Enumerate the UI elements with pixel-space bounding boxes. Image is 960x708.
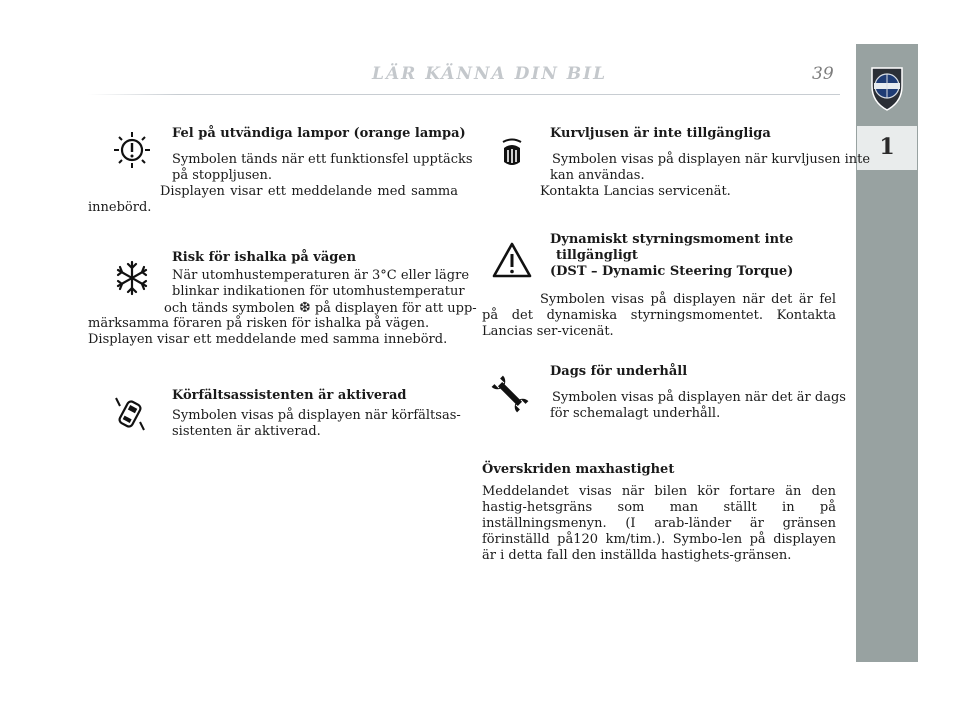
text-line: Symbolen visas på displayen när körfältsas- xyxy=(172,408,461,423)
text-line: När utomhustemperaturen är 3°C eller lägre xyxy=(172,268,470,283)
chapter-number: 1 xyxy=(879,134,895,160)
text-line: blinkar indikationen för utomhustemperatur xyxy=(172,284,465,299)
lane-assist-icon xyxy=(108,392,152,436)
heading-dst-line2: tillgängligt xyxy=(556,248,638,263)
heading-service: Dags för underhåll xyxy=(550,364,688,379)
text-line: Symbolen tänds när ett funktionsfel upptäcks xyxy=(172,152,473,167)
wrench-icon xyxy=(488,372,532,416)
text-line: på stoppljusen. xyxy=(172,168,273,183)
text-line: Displayen visar ett meddelande med samma innebörd. xyxy=(88,332,448,347)
exterior-lamp-fault-icon xyxy=(110,128,154,172)
text-line: Kontakta Lancias servicenät. xyxy=(540,184,731,199)
snowflake-icon xyxy=(110,256,154,300)
paragraph: Meddelandet visas när bilen kör fortare än den hastig-hetsgräns som man ställt in på inställningsmenyn. (I arab-länder är gränsen förinställd på120 km/tim.). Symbo-len på displayen är i detta fall den inställda hastighets-gränsen. xyxy=(482,484,836,563)
text-fragment: på displayen för att upp- xyxy=(314,301,477,316)
heading-max-speed: Överskriden maxhastighet xyxy=(482,462,675,477)
cornering-light-icon xyxy=(490,132,534,176)
header-rule xyxy=(88,94,840,95)
page-number: 39 xyxy=(812,64,834,84)
text-line: märksamma föraren på risken för ishalka på vägen. xyxy=(88,316,430,331)
text-line: Symbolen visas på displayen när det är dags xyxy=(552,390,846,405)
text-line: sistenten är aktiverad. xyxy=(172,424,321,439)
heading-ice-risk: Risk för ishalka på vägen xyxy=(172,250,357,265)
running-header-title: LÄR KÄNNA DIN BIL xyxy=(372,64,608,84)
text-line: för schemalagt underhåll. xyxy=(550,406,721,421)
warning-triangle-icon xyxy=(490,238,534,282)
heading-cornering-lights: Kurvljusen är inte tillgängliga xyxy=(550,126,771,141)
logo-box xyxy=(857,46,917,122)
paragraph: Displayen visar ett meddelande med samma innebörd. xyxy=(88,184,458,215)
heading-lane-assist: Körfältsassistenten är aktiverad xyxy=(172,388,407,403)
text-line: kan användas. xyxy=(550,168,645,183)
lancia-logo-icon xyxy=(857,46,917,122)
heading-exterior-lamps: Fel på utvändiga lampor (orange lampa) xyxy=(172,126,466,141)
paragraph: Symbolen visas på displayen när det är fel på det dynamiska styrningsmomentet. Kontakta Lancias ser-vicenät. xyxy=(482,292,836,339)
inline-snowflake-icon: ❆ xyxy=(298,300,311,316)
heading-dst: Dynamiskt styrningsmoment inte xyxy=(550,232,794,247)
text-line-with-symbol xyxy=(164,300,477,317)
text-fragment: och tänds symbolen xyxy=(164,301,295,316)
text-line: Symbolen visas på displayen när kurvljusen inte xyxy=(552,152,871,167)
heading-dst-line3: (DST – Dynamic Steering Torque) xyxy=(550,264,794,279)
